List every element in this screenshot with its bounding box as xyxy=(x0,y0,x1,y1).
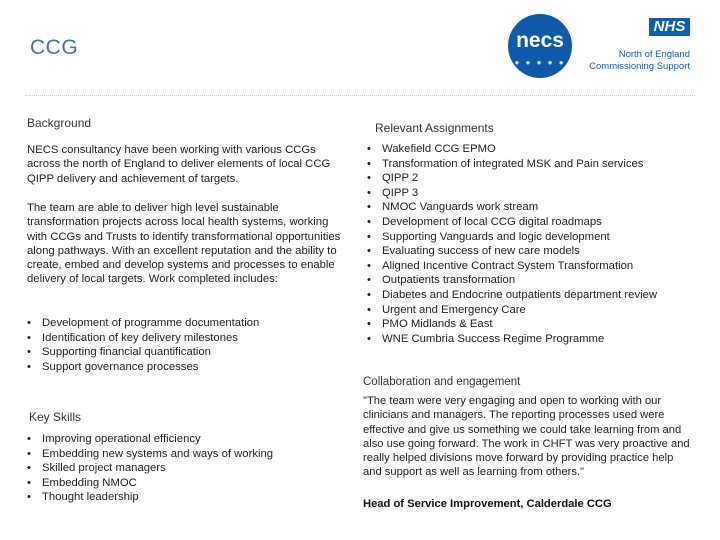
header-divider xyxy=(25,95,695,96)
list-item: • WNE Cumbria Success Regime Programme xyxy=(367,332,657,347)
nhs-org-line1: North of England xyxy=(618,49,690,60)
necs-logo xyxy=(508,14,572,78)
collaboration-heading: Collaboration and engagement xyxy=(363,376,521,388)
testimonial-quote: "The team were very engaging and open to working with our clinicians and managers. The reporting processes used were effective and give us something we could take learning from and also use going forward. The work in CHFT was very proactive and really helped divisions move forward by providing practice help and support as well as learning from others." xyxy=(363,395,690,479)
list-item: • Supporting Vanguards and logic development xyxy=(367,230,657,245)
list-item: • Support governance processes xyxy=(27,360,259,375)
list-item: • Supporting financial quantification xyxy=(27,345,259,360)
list-item: • Embedding new systems and ways of working xyxy=(27,447,273,462)
assignments-heading: Relevant Assignments xyxy=(375,121,494,135)
list-item: • QIPP 2 xyxy=(367,171,657,186)
list-item: • Aligned Incentive Contract System Transformation xyxy=(367,259,657,274)
background-paragraph-1: NECS consultancy have been working with various CCGs across the north of England to deliver elements of local CCG QIPP delivery and achievement of targets. xyxy=(27,144,331,185)
key-skills-list xyxy=(27,432,273,505)
list-item: • Outpatients transformation xyxy=(367,273,657,288)
list-item: • Skilled project managers xyxy=(27,461,273,476)
list-item: • Transformation of integrated MSK and Pain services xyxy=(367,157,657,172)
list-item: • Evaluating success of new care models xyxy=(367,244,657,259)
list-item: • Embedding NMOC xyxy=(27,476,273,491)
list-item: • Urgent and Emergency Care xyxy=(367,303,657,318)
nhs-logo: NHS xyxy=(649,18,690,36)
nhs-org-line2: Commissioning Support xyxy=(589,61,690,72)
list-item: • Identification of key delivery milestones xyxy=(27,331,259,346)
list-item: • QIPP 3 xyxy=(367,186,657,201)
key-skills-heading: Key Skills xyxy=(29,410,82,424)
list-item: • PMO Midlands & East xyxy=(367,317,657,332)
list-item: • Thought leadership xyxy=(27,490,273,505)
page-title: CCG xyxy=(30,36,79,59)
testimonial-attribution: Head of Service Improvement, Calderdale CCG xyxy=(363,498,612,510)
list-item: • NMOC Vanguards work stream xyxy=(367,200,657,215)
list-item: • Diabetes and Endocrine outpatients department review xyxy=(367,288,657,303)
assignments-list xyxy=(367,142,657,346)
background-heading: Background xyxy=(27,116,92,130)
background-paragraph-2: The team are able to deliver high level sustainable transformation projects across local health systems, working with CCGs and Trusts to identify transformational opportunities along pathways. With an excellent reputation and the ability to create, embed and develop systems and processes to enable delivery of local targets. Work completed includes: xyxy=(27,202,341,286)
list-item: • Development of local CCG digital roadmaps xyxy=(367,215,657,230)
necs-logo-text: necs xyxy=(516,29,564,52)
list-item: • Wakefield CCG EPMO xyxy=(367,142,657,157)
necs-logo-dots: ● ● ● ● ● xyxy=(514,58,566,67)
background-list xyxy=(27,316,259,374)
list-item: • Improving operational efficiency xyxy=(27,432,273,447)
list-item: • Development of programme documentation xyxy=(27,316,259,331)
